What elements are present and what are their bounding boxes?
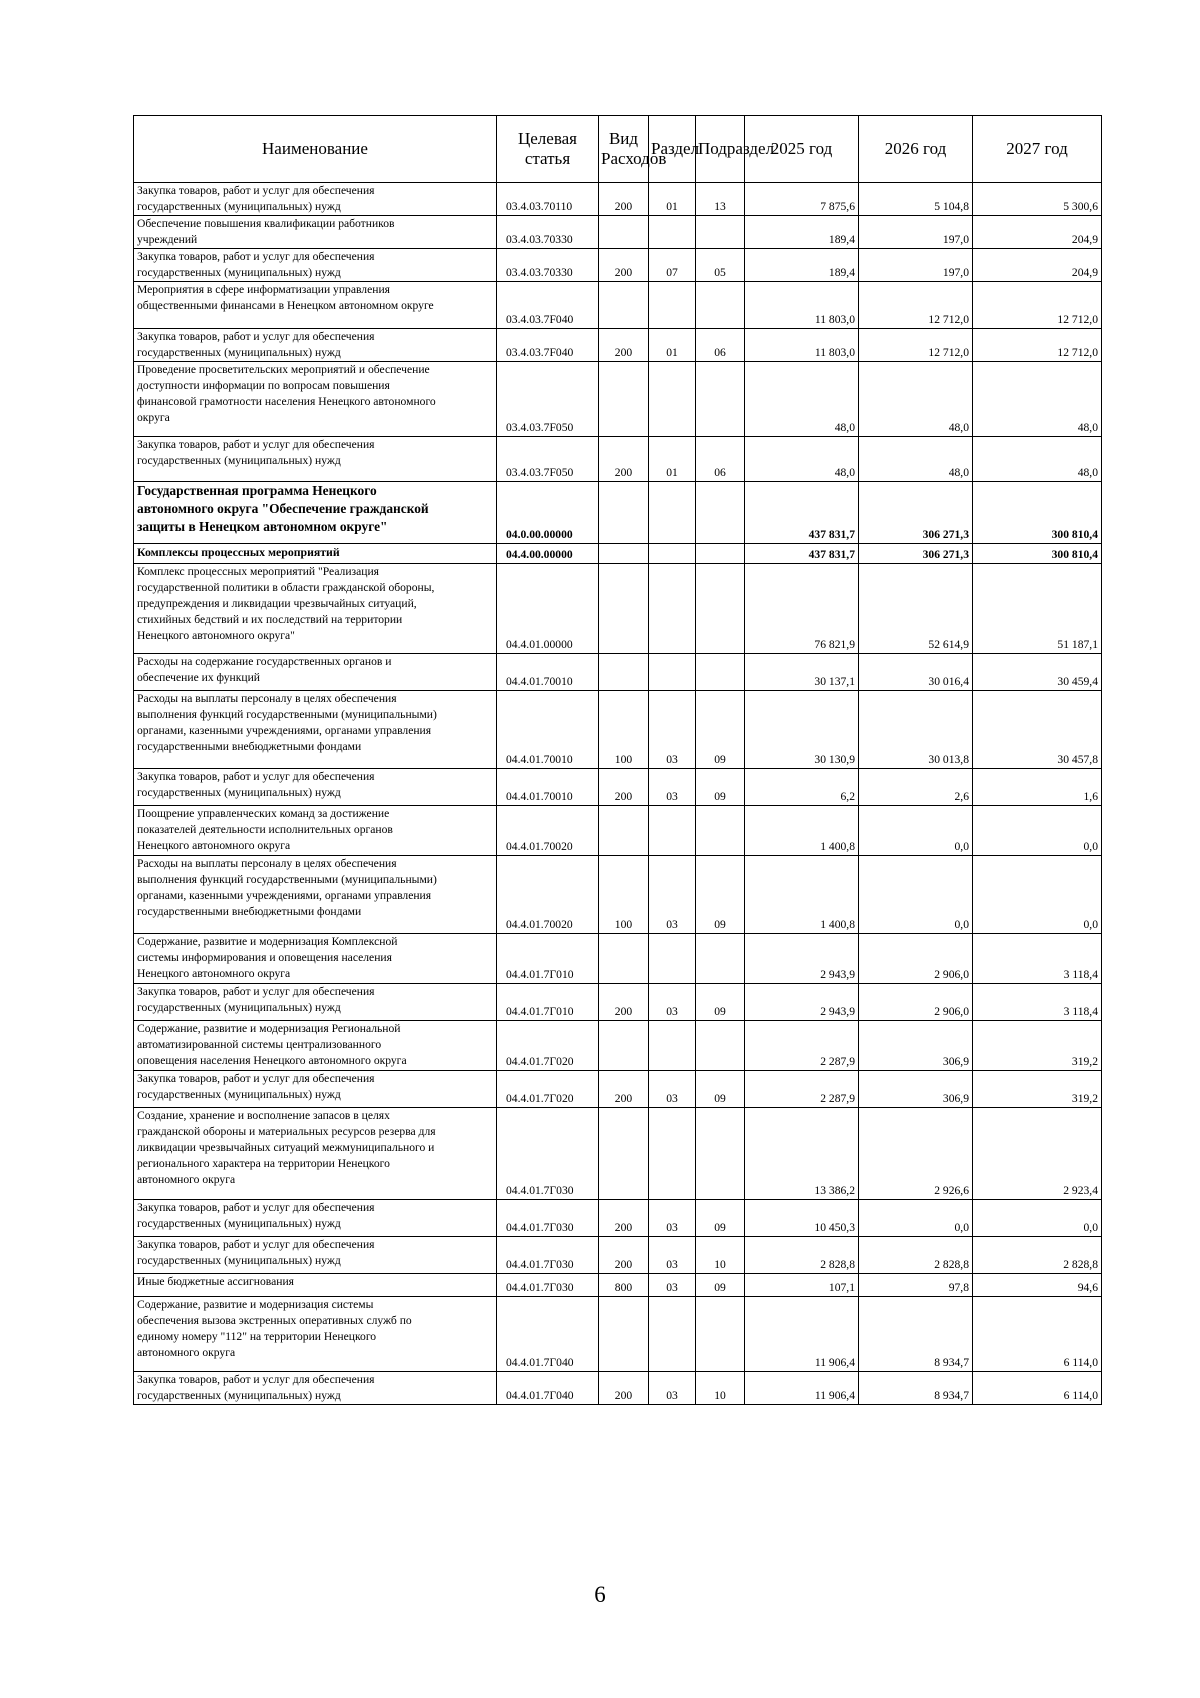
row-section: 03 (649, 1274, 696, 1297)
row-name: Закупка товаров, работ и услуг для обеспечения государственных (муниципальных) нужд (134, 769, 497, 806)
table-row (134, 769, 1102, 806)
row-target-article: 03.4.03.7F040 (497, 282, 599, 329)
row-amount-2026: 12 712,0 (859, 282, 973, 329)
row-target-article: 04.4.01.7Г030 (497, 1108, 599, 1200)
row-amount-2026: 2 926,6 (859, 1108, 973, 1200)
row-amount-2027: 319,2 (973, 1071, 1102, 1108)
row-expense-type (599, 282, 649, 329)
row-expense-type: 100 (599, 856, 649, 934)
row-amount-2027: 48,0 (973, 362, 1102, 437)
row-amount-2026: 2 906,0 (859, 984, 973, 1021)
row-section: 03 (649, 856, 696, 934)
row-amount-2027: 12 712,0 (973, 282, 1102, 329)
table-row (134, 1071, 1102, 1108)
row-section: 03 (649, 769, 696, 806)
row-amount-2025: 437 831,7 (745, 482, 859, 544)
row-amount-2025: 189,4 (745, 216, 859, 249)
row-target-article: 03.4.03.70330 (497, 216, 599, 249)
table-row (134, 856, 1102, 934)
row-name: Закупка товаров, работ и услуг для обеспечения государственных (муниципальных) нужд (134, 249, 497, 282)
row-name: Закупка товаров, работ и услуг для обеспечения государственных (муниципальных) нужд (134, 437, 497, 482)
row-section: 03 (649, 1372, 696, 1405)
row-section (649, 362, 696, 437)
row-subsection: 10 (696, 1372, 745, 1405)
row-amount-2026: 197,0 (859, 249, 973, 282)
row-amount-2026: 48,0 (859, 437, 973, 482)
row-subsection (696, 654, 745, 691)
table-row (134, 1021, 1102, 1071)
table-row (134, 329, 1102, 362)
table-header-row (134, 116, 1102, 183)
row-section: 03 (649, 1071, 696, 1108)
header-name: Наименование (134, 116, 497, 183)
row-target-article: 04.0.00.00000 (497, 482, 599, 544)
row-amount-2026: 5 104,8 (859, 183, 973, 216)
row-amount-2026: 0,0 (859, 1200, 973, 1237)
table-row (134, 544, 1102, 564)
row-expense-type (599, 1108, 649, 1200)
row-amount-2026: 0,0 (859, 806, 973, 856)
row-amount-2025: 6,2 (745, 769, 859, 806)
row-amount-2026: 2 906,0 (859, 934, 973, 984)
row-name: Комплекс процессных мероприятий "Реализация государственной политики в области гражданской обороны, предупреждения и ликвидации чрезвычайных ситуаций, стихийных бедствий и их последствий на территории Ненецкого автономного округа" (134, 564, 497, 654)
row-subsection (696, 1297, 745, 1372)
table-body (134, 183, 1102, 1405)
row-section (649, 654, 696, 691)
row-subsection: 05 (696, 249, 745, 282)
row-target-article: 04.4.01.70020 (497, 806, 599, 856)
row-subsection: 09 (696, 1071, 745, 1108)
row-section: 01 (649, 329, 696, 362)
row-amount-2027: 204,9 (973, 249, 1102, 282)
row-target-article: 04.4.01.7Г030 (497, 1200, 599, 1237)
row-name: Закупка товаров, работ и услуг для обеспечения государственных (муниципальных) нужд (134, 1071, 497, 1108)
row-subsection: 13 (696, 183, 745, 216)
row-name: Мероприятия в сфере информатизации управления общественными финансами в Ненецком автономном округе (134, 282, 497, 329)
row-expense-type: 100 (599, 691, 649, 769)
table-row (134, 1200, 1102, 1237)
row-name: Закупка товаров, работ и услуг для обеспечения государственных (муниципальных) нужд (134, 1237, 497, 1274)
row-amount-2026: 306,9 (859, 1071, 973, 1108)
table-row (134, 362, 1102, 437)
row-name: Закупка товаров, работ и услуг для обеспечения государственных (муниципальных) нужд (134, 1372, 497, 1405)
row-target-article: 04.4.01.7Г020 (497, 1071, 599, 1108)
row-section (649, 1297, 696, 1372)
row-name: Иные бюджетные ассигнования (134, 1274, 497, 1297)
row-amount-2025: 48,0 (745, 362, 859, 437)
row-section (649, 282, 696, 329)
header-section: Раздел (649, 116, 696, 183)
row-amount-2027: 30 457,8 (973, 691, 1102, 769)
row-subsection: 09 (696, 984, 745, 1021)
row-amount-2027: 204,9 (973, 216, 1102, 249)
row-section (649, 1108, 696, 1200)
row-section: 03 (649, 1237, 696, 1274)
row-target-article: 03.4.03.7F050 (497, 362, 599, 437)
row-subsection: 09 (696, 856, 745, 934)
row-amount-2027: 0,0 (973, 856, 1102, 934)
row-expense-type: 200 (599, 1200, 649, 1237)
header-year-2027: 2027 год (973, 116, 1102, 183)
row-target-article: 04.4.01.7Г030 (497, 1274, 599, 1297)
row-expense-type: 200 (599, 1372, 649, 1405)
row-target-article: 04.4.01.70010 (497, 654, 599, 691)
row-amount-2026: 52 614,9 (859, 564, 973, 654)
row-expense-type (599, 1021, 649, 1071)
row-expense-type (599, 934, 649, 984)
row-subsection (696, 216, 745, 249)
row-name: Содержание, развитие и модернизация Региональной автоматизированной системы централизованного оповещения населения Ненецкого автономного округа (134, 1021, 497, 1071)
table-row (134, 1372, 1102, 1405)
row-amount-2025: 2 287,9 (745, 1071, 859, 1108)
row-target-article: 03.4.03.7F050 (497, 437, 599, 482)
row-amount-2026: 8 934,7 (859, 1372, 973, 1405)
table-row (134, 1297, 1102, 1372)
row-amount-2025: 1 400,8 (745, 806, 859, 856)
row-target-article: 04.4.01.7Г040 (497, 1297, 599, 1372)
row-subsection (696, 806, 745, 856)
header-year-2026: 2026 год (859, 116, 973, 183)
header-subsection: Подраздел (696, 116, 745, 183)
row-amount-2026: 306 271,3 (859, 482, 973, 544)
row-name: Закупка товаров, работ и услуг для обеспечения государственных (муниципальных) нужд (134, 183, 497, 216)
row-section (649, 934, 696, 984)
row-section (649, 216, 696, 249)
row-name: Содержание, развитие и модернизация системы обеспечения вызова экстренных оперативных служб по единому номеру "112" на территории Ненецкого автономного округа (134, 1297, 497, 1372)
row-name: Закупка товаров, работ и услуг для обеспечения государственных (муниципальных) нужд (134, 984, 497, 1021)
row-amount-2026: 2,6 (859, 769, 973, 806)
row-amount-2025: 11 906,4 (745, 1372, 859, 1405)
row-subsection: 09 (696, 1274, 745, 1297)
row-amount-2025: 1 400,8 (745, 856, 859, 934)
row-section: 01 (649, 437, 696, 482)
table-row (134, 934, 1102, 984)
row-subsection: 06 (696, 329, 745, 362)
row-target-article: 03.4.03.70330 (497, 249, 599, 282)
table-row (134, 249, 1102, 282)
row-subsection (696, 1108, 745, 1200)
row-target-article: 04.4.01.00000 (497, 564, 599, 654)
row-expense-type: 200 (599, 769, 649, 806)
row-amount-2027: 319,2 (973, 1021, 1102, 1071)
row-amount-2026: 306,9 (859, 1021, 973, 1071)
row-subsection: 09 (696, 691, 745, 769)
row-target-article: 03.4.03.7F040 (497, 329, 599, 362)
row-expense-type (599, 654, 649, 691)
row-expense-type: 800 (599, 1274, 649, 1297)
row-amount-2025: 437 831,7 (745, 544, 859, 564)
row-amount-2025: 2 828,8 (745, 1237, 859, 1274)
row-amount-2027: 3 118,4 (973, 934, 1102, 984)
row-name: Проведение просветительских мероприятий и обеспечение доступности информации по вопросам повышения финансовой грамотности населения Ненецкого автономного округа (134, 362, 497, 437)
table-row (134, 806, 1102, 856)
row-amount-2025: 11 803,0 (745, 329, 859, 362)
row-subsection: 10 (696, 1237, 745, 1274)
row-amount-2027: 2 923,4 (973, 1108, 1102, 1200)
table-row (134, 282, 1102, 329)
row-amount-2025: 48,0 (745, 437, 859, 482)
row-amount-2026: 30 013,8 (859, 691, 973, 769)
row-amount-2027: 48,0 (973, 437, 1102, 482)
row-amount-2026: 48,0 (859, 362, 973, 437)
row-amount-2025: 2 943,9 (745, 934, 859, 984)
row-amount-2026: 306 271,3 (859, 544, 973, 564)
row-amount-2025: 11 906,4 (745, 1297, 859, 1372)
row-target-article: 04.4.01.7Г020 (497, 1021, 599, 1071)
row-amount-2025: 189,4 (745, 249, 859, 282)
table-row (134, 1237, 1102, 1274)
row-section: 03 (649, 984, 696, 1021)
row-amount-2025: 10 450,3 (745, 1200, 859, 1237)
row-target-article: 04.4.01.7Г030 (497, 1237, 599, 1274)
row-amount-2027: 30 459,4 (973, 654, 1102, 691)
row-subsection (696, 544, 745, 564)
row-section (649, 544, 696, 564)
row-expense-type: 200 (599, 183, 649, 216)
row-name: Обеспечение повышения квалификации работников учреждений (134, 216, 497, 249)
table-row (134, 1274, 1102, 1297)
row-expense-type (599, 216, 649, 249)
budget-table-container (133, 115, 1101, 1405)
row-expense-type (599, 1297, 649, 1372)
row-subsection (696, 482, 745, 544)
row-amount-2025: 30 130,9 (745, 691, 859, 769)
row-subsection: 06 (696, 437, 745, 482)
row-amount-2025: 107,1 (745, 1274, 859, 1297)
row-amount-2027: 51 187,1 (973, 564, 1102, 654)
row-amount-2026: 30 016,4 (859, 654, 973, 691)
row-name: Расходы на выплаты персоналу в целях обеспечения выполнения функций государственными (муниципальными) органами, казенными учреждениями, органами управления государственными внебюджетными фондами (134, 856, 497, 934)
row-amount-2025: 11 803,0 (745, 282, 859, 329)
row-target-article: 04.4.01.7Г040 (497, 1372, 599, 1405)
row-amount-2025: 30 137,1 (745, 654, 859, 691)
row-amount-2027: 5 300,6 (973, 183, 1102, 216)
row-name: Закупка товаров, работ и услуг для обеспечения государственных (муниципальных) нужд (134, 1200, 497, 1237)
row-amount-2027: 6 114,0 (973, 1297, 1102, 1372)
row-amount-2027: 300 810,4 (973, 544, 1102, 564)
table-row (134, 437, 1102, 482)
header-expense-type: Вид Расходов (599, 116, 649, 183)
table-row (134, 654, 1102, 691)
row-expense-type (599, 362, 649, 437)
row-amount-2027: 1,6 (973, 769, 1102, 806)
row-name: Содержание, развитие и модернизация Комплексной системы информирования и оповещения населения Ненецкого автономного округа (134, 934, 497, 984)
row-amount-2027: 0,0 (973, 1200, 1102, 1237)
row-section (649, 1021, 696, 1071)
row-expense-type: 200 (599, 1237, 649, 1274)
row-target-article: 04.4.01.7Г010 (497, 984, 599, 1021)
row-target-article: 04.4.01.70020 (497, 856, 599, 934)
row-section (649, 564, 696, 654)
table-row (134, 216, 1102, 249)
row-amount-2026: 8 934,7 (859, 1297, 973, 1372)
table-row (134, 482, 1102, 544)
row-amount-2027: 6 114,0 (973, 1372, 1102, 1405)
row-amount-2025: 2 287,9 (745, 1021, 859, 1071)
row-expense-type: 200 (599, 437, 649, 482)
row-amount-2026: 2 828,8 (859, 1237, 973, 1274)
table-row (134, 984, 1102, 1021)
row-subsection (696, 1021, 745, 1071)
row-section (649, 806, 696, 856)
row-name: Закупка товаров, работ и услуг для обеспечения государственных (муниципальных) нужд (134, 329, 497, 362)
row-amount-2025: 13 386,2 (745, 1108, 859, 1200)
row-section: 03 (649, 691, 696, 769)
row-expense-type (599, 564, 649, 654)
row-subsection: 09 (696, 769, 745, 806)
header-year-2025: 2025 год (745, 116, 859, 183)
row-amount-2026: 197,0 (859, 216, 973, 249)
row-amount-2025: 76 821,9 (745, 564, 859, 654)
row-subsection (696, 362, 745, 437)
row-subsection (696, 564, 745, 654)
row-section: 03 (649, 1200, 696, 1237)
row-expense-type (599, 482, 649, 544)
row-target-article: 03.4.03.70110 (497, 183, 599, 216)
row-amount-2027: 300 810,4 (973, 482, 1102, 544)
row-amount-2025: 7 875,6 (745, 183, 859, 216)
row-amount-2027: 2 828,8 (973, 1237, 1102, 1274)
row-target-article: 04.4.00.00000 (497, 544, 599, 564)
row-subsection (696, 934, 745, 984)
table-row (134, 1108, 1102, 1200)
page-number: 6 (594, 1582, 606, 1607)
row-expense-type: 200 (599, 329, 649, 362)
row-amount-2026: 0,0 (859, 856, 973, 934)
row-section: 07 (649, 249, 696, 282)
row-amount-2026: 12 712,0 (859, 329, 973, 362)
row-name: Государственная программа Ненецкого автономного округа "Обеспечение гражданской защиты в Ненецком автономном округе" (134, 482, 497, 544)
header-target-article: Целевая статья (497, 116, 599, 183)
row-name: Создание, хранение и восполнение запасов в целях гражданской обороны и материальных ресурсов резерва для ликвидации чрезвычайных ситуаций межмуниципального и регионального характера на территории Ненецкого автономного округа (134, 1108, 497, 1200)
row-target-article: 04.4.01.7Г010 (497, 934, 599, 984)
row-amount-2027: 12 712,0 (973, 329, 1102, 362)
row-target-article: 04.4.01.70010 (497, 769, 599, 806)
row-expense-type (599, 806, 649, 856)
row-expense-type: 200 (599, 249, 649, 282)
row-amount-2027: 0,0 (973, 806, 1102, 856)
row-name: Поощрение управленческих команд за достижение показателей деятельности исполнительных органов Ненецкого автономного округа (134, 806, 497, 856)
row-expense-type: 200 (599, 984, 649, 1021)
table-row (134, 691, 1102, 769)
table-row (134, 564, 1102, 654)
row-section (649, 482, 696, 544)
row-amount-2026: 97,8 (859, 1274, 973, 1297)
row-expense-type: 200 (599, 1071, 649, 1108)
row-amount-2027: 94,6 (973, 1274, 1102, 1297)
row-section: 01 (649, 183, 696, 216)
row-amount-2025: 2 943,9 (745, 984, 859, 1021)
row-expense-type (599, 544, 649, 564)
row-subsection: 09 (696, 1200, 745, 1237)
row-name: Расходы на выплаты персоналу в целях обеспечения выполнения функций государственными (муниципальными) органами, казенными учреждениями, органами управления государственными внебюджетными фондами (134, 691, 497, 769)
table-row (134, 183, 1102, 216)
row-name: Расходы на содержание государственных органов и обеспечение их функций (134, 654, 497, 691)
row-name: Комплексы процессных мероприятий (134, 544, 497, 564)
row-target-article: 04.4.01.70010 (497, 691, 599, 769)
row-amount-2027: 3 118,4 (973, 984, 1102, 1021)
budget-table (133, 115, 1102, 1405)
row-subsection (696, 282, 745, 329)
